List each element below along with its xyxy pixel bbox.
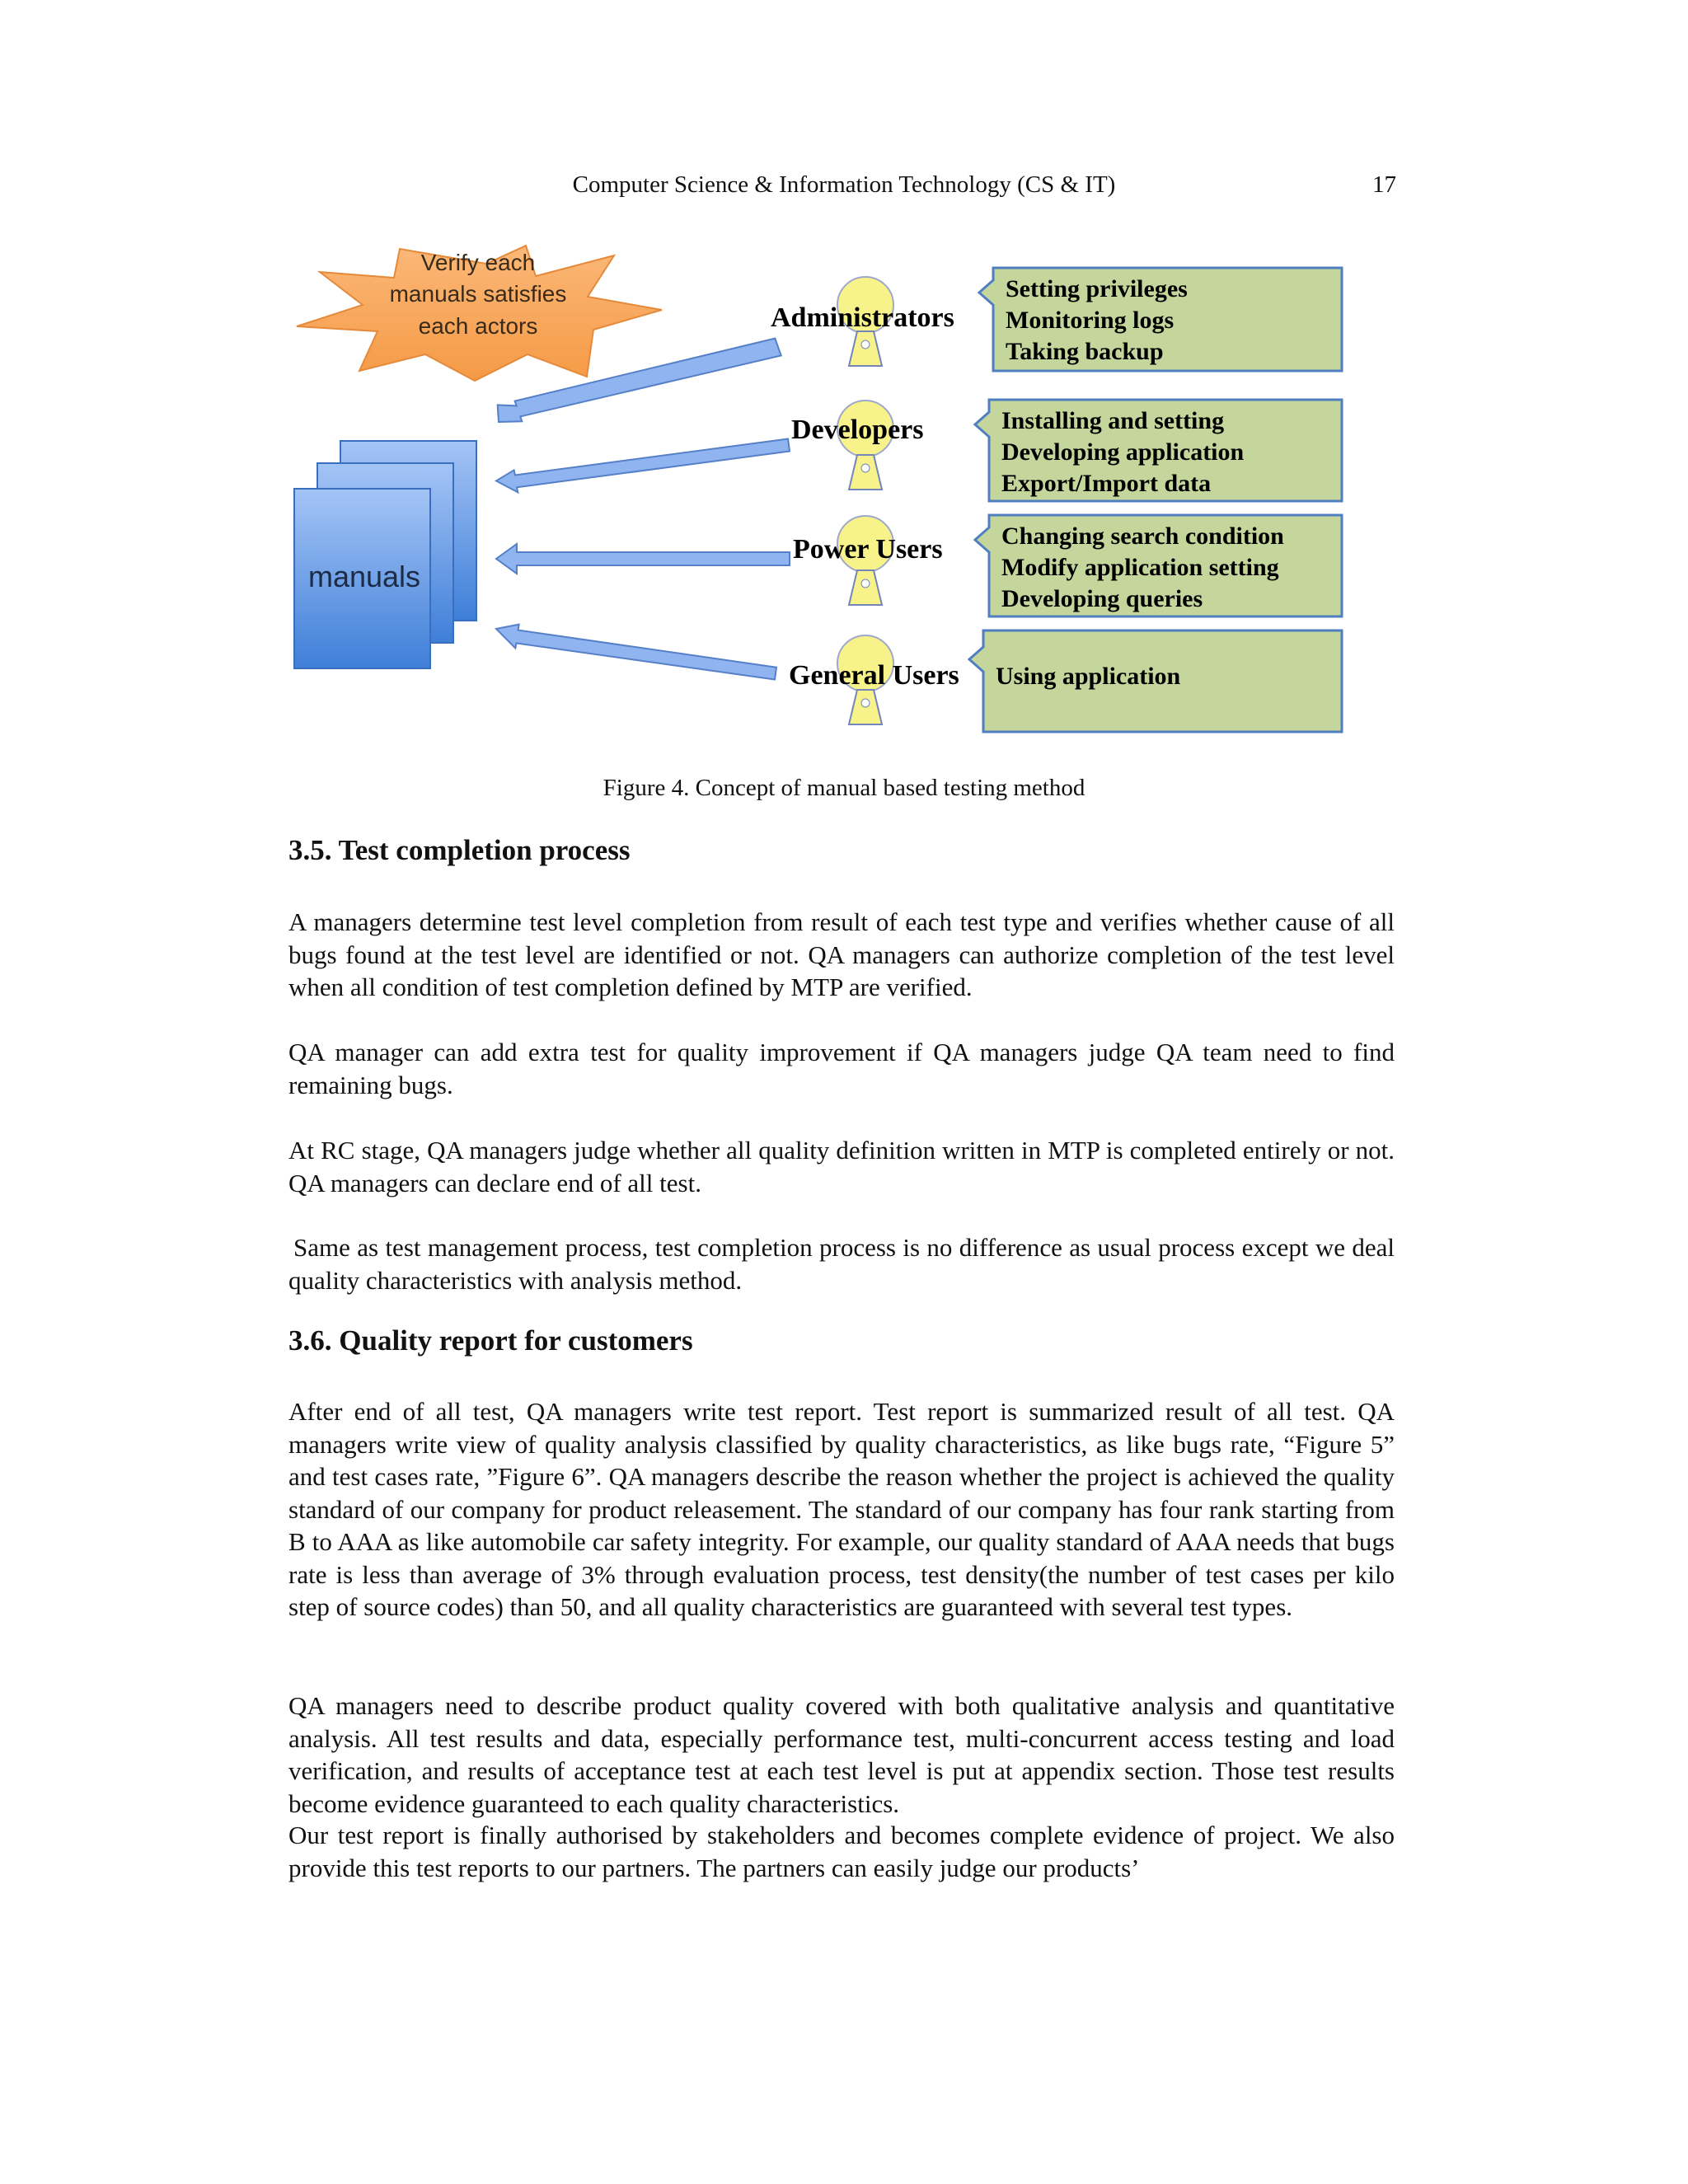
paragraph-3-5-1: A managers determine test level completion from result of each test type and verifies whether cause of all bugs found at the test level are identified or not. QA managers can authorize completion of the test level when all condition of test completion defined by MTP are verified.: [288, 907, 1395, 1001]
task-taking-backup: Taking backup: [1006, 338, 1164, 365]
paragraph-3-6-2: QA managers need to describe product quality covered with both qualitative analysis and quantitative analysis. All test results and data, especially performance test, multi-concurrent access testing and load verification, and results of acceptance test at each test level is put at appendix section. Those test results become evidence guaranteed to each quality characteristics.: [288, 1691, 1395, 1818]
paragraph-3-6-1: After end of all test, QA managers write test report. Test report is summarized result of all test. QA managers write view of quality analysis classified by quality characteristics, as like bugs rate, “Figure 5” and test cases rate, ”Figure 6”. QA managers describe the reason whether the project is achieved the quality standard of our company for product releasement. The standard of our company has four rank starting from B to AAA as like automobile car safety integrity. For example, our quality standard of AAA needs that bugs rate is less than average of 3% through evaluation process, test density(the number of test cases per kilo step of source codes) than 50, and all quality characteristics are guaranteed with several test types.: [288, 1397, 1395, 1621]
task-export-import-data: Export/Import data: [1001, 470, 1212, 497]
actor-name-power-users: Power Users: [793, 534, 943, 565]
paragraph-3-6-3: Our test report is finally authorised by stakeholders and becomes complete evidence of project. We also provide this test reports to our partners. The partners can easily judge our products’: [288, 1821, 1395, 1882]
paragraph-3-5-2: QA manager can add extra test for quality improvement if QA managers judge QA team need to find remaining bugs.: [288, 1038, 1395, 1099]
paragraph-3-5-3: At RC stage, QA managers judge whether all quality definition written in MTP is completed entirely or not. QA managers can declare end of all test.: [288, 1136, 1395, 1197]
task-changing-search-condition: Changing search condition: [1001, 523, 1284, 550]
section-heading-3-6: 3.6. Quality report for customers: [288, 1324, 693, 1357]
task-developing-application: Developing application: [1001, 438, 1245, 466]
manual-testing-diagram: [280, 239, 1385, 750]
administrators-task-box: [979, 268, 1342, 371]
manuals-label: manuals: [307, 560, 421, 593]
task-setting-privileges: Setting privileges: [1006, 275, 1188, 302]
general-users-task-box: [969, 630, 1342, 732]
page-number: 17: [1372, 171, 1396, 198]
task-modify-application-setting: Modify application setting: [1001, 554, 1279, 581]
developers-task-box: [975, 400, 1342, 501]
task-monitoring-logs: Monitoring logs: [1006, 307, 1175, 334]
arrow-general-users-icon: [496, 625, 776, 680]
section-heading-3-5: 3.5. Test completion process: [288, 834, 631, 866]
manuals-stack-icon: [294, 441, 476, 668]
actor-name-general-users: General Users: [789, 660, 959, 691]
running-header: Computer Science & Information Technology (CS & IT): [572, 171, 1116, 198]
actor-name-administrators: Administrators: [771, 302, 954, 333]
arrow-developers-icon: [496, 439, 790, 493]
arrow-power-users-icon: [496, 544, 790, 574]
task-installing-and-setting: Installing and setting: [1001, 407, 1225, 434]
actor-name-developers: Developers: [791, 415, 924, 445]
star-line-3: each actors: [418, 313, 538, 339]
star-line-2: manuals satisfies: [389, 281, 567, 307]
task-using-application: Using application: [996, 663, 1181, 690]
figure-caption: Figure 4. Concept of manual based testing method: [603, 775, 1085, 801]
star-line-1: Verify each: [420, 250, 536, 275]
power-users-task-box: [975, 515, 1342, 616]
task-developing-queries: Developing queries: [1001, 585, 1203, 612]
paragraph-3-5-4: Same as test management process, test completion process is no difference as usual process except we deal quality characteristics with analysis method.: [288, 1233, 1395, 1295]
